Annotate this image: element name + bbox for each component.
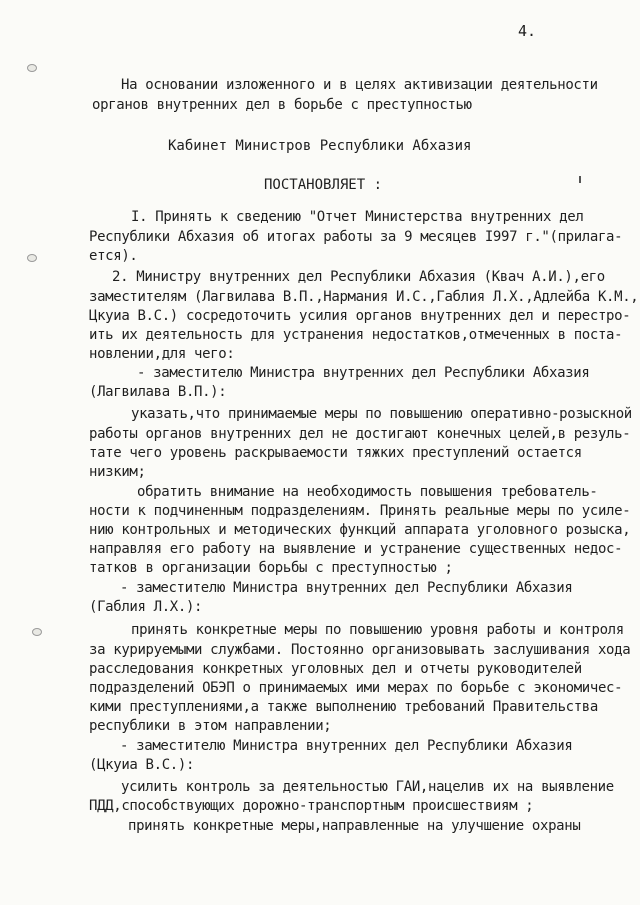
- deputy-1-task-1-line-3: тате чего уровень раскрываемости тяжких преступлений остается: [89, 445, 582, 461]
- deputy-1-task-2-line-1: обратить внимание на необходимость повышения требователь-: [137, 484, 598, 500]
- punch-hole-upper: [27, 254, 37, 262]
- resolves-heading: ПОСТАНОВЛЯЕТ :: [264, 177, 383, 193]
- deputy-3-task-1-line-1: усилить контроль за деятельностью ГАИ,нацелив их на выявление: [121, 779, 614, 795]
- item-2-line-5: новлении,для чего:: [89, 346, 235, 362]
- deputy-3-title: - заместителю Министра внутренних дел Республики Абхазия: [120, 738, 573, 754]
- page-number: 4.: [518, 22, 537, 40]
- issuer-heading: Кабинет Министров Республики Абхазия: [168, 138, 472, 154]
- deputy-3-task-2-line-1: принять конкретные меры,направленные на улучшение охраны: [128, 818, 581, 834]
- deputy-1-task-1-line-1: указать,что принимаемые меры по повышению оперативно-розыскной: [131, 406, 632, 422]
- deputy-3-task-1-line-2: ПДД,способствующих дорожно-транспортным происшествиям ;: [89, 798, 534, 814]
- deputy-1-task-2-line-4: направляя его работу на выявление и устранение существенных недос-: [89, 541, 623, 557]
- item-2-line-1: 2. Министру внутренних дел Республики Абхазия (Квач А.И.),его: [112, 269, 605, 285]
- deputy-1-task-2-line-2: ности к подчиненным подразделениям. Принять реальные меры по усиле-: [89, 503, 631, 519]
- punch-hole-lower: [32, 628, 42, 636]
- scan-speck: [579, 176, 581, 183]
- deputy-2-task-line-5: кими преступлениями,а также выполнению требований Правительства: [89, 699, 598, 715]
- deputy-2-task-line-1: принять конкретные меры по повышению уровня работы и контроля: [131, 622, 624, 638]
- intro-line-1: На основании изложенного и в целях активизации деятельности: [121, 77, 598, 93]
- deputy-1-name: (Лагвилава В.П.):: [89, 384, 227, 400]
- item-2-line-3: Цкуиа В.С.) сосредоточить усилия органов внутренних дел и перестро-: [89, 308, 631, 324]
- deputy-1-task-2-line-5: татков в организации борьбы с преступностью ;: [89, 560, 453, 576]
- item-1-line-1: I. Принять к сведению "Отчет Министерства внутренних дел: [131, 209, 584, 225]
- intro-line-2: органов внутренних дел в борьбе с преступностью: [92, 97, 472, 113]
- deputy-3-name: (Цкуиа В.С.):: [89, 757, 195, 773]
- deputy-2-title: - заместителю Министра внутренних дел Республики Абхазия: [120, 580, 573, 596]
- deputy-2-task-line-6: республики в этом направлении;: [89, 718, 332, 734]
- item-1-line-3: ется).: [89, 248, 138, 264]
- deputy-2-name: (Габлия Л.Х.):: [89, 599, 203, 615]
- deputy-1-task-1-line-4: низким;: [89, 464, 146, 480]
- deputy-1-task-1-line-2: работы органов внутренних дел не достигают конечных целей,в резуль-: [89, 426, 631, 442]
- punch-hole-top: [27, 64, 37, 72]
- deputy-2-task-line-4: подразделений ОБЭП о принимаемых ими мерах по борьбе с экономичес-: [89, 680, 623, 696]
- item-1-line-2: Республики Абхазия об итогах работы за 9 месяцев I997 г."(прилага-: [89, 229, 623, 245]
- deputy-2-task-line-2: за курируемыми службами. Постоянно организовывать заслушивания хода: [89, 642, 631, 658]
- item-2-line-2: заместителям (Лагвилава В.П.,Нармания И.С.,Габлия Л.Х.,Адлейба К.М.,: [89, 289, 639, 305]
- deputy-1-task-2-line-3: нию контрольных и методических функций аппарата уголовного розыска,: [89, 522, 631, 538]
- item-2-line-4: ить их деятельность для устранения недостатков,отмеченных в поста-: [89, 327, 623, 343]
- deputy-1-title: - заместителю Министра внутренних дел Республики Абхазия: [137, 365, 590, 381]
- deputy-2-task-line-3: расследования конкретных уголовных дел и отчеты руководителей: [89, 661, 582, 677]
